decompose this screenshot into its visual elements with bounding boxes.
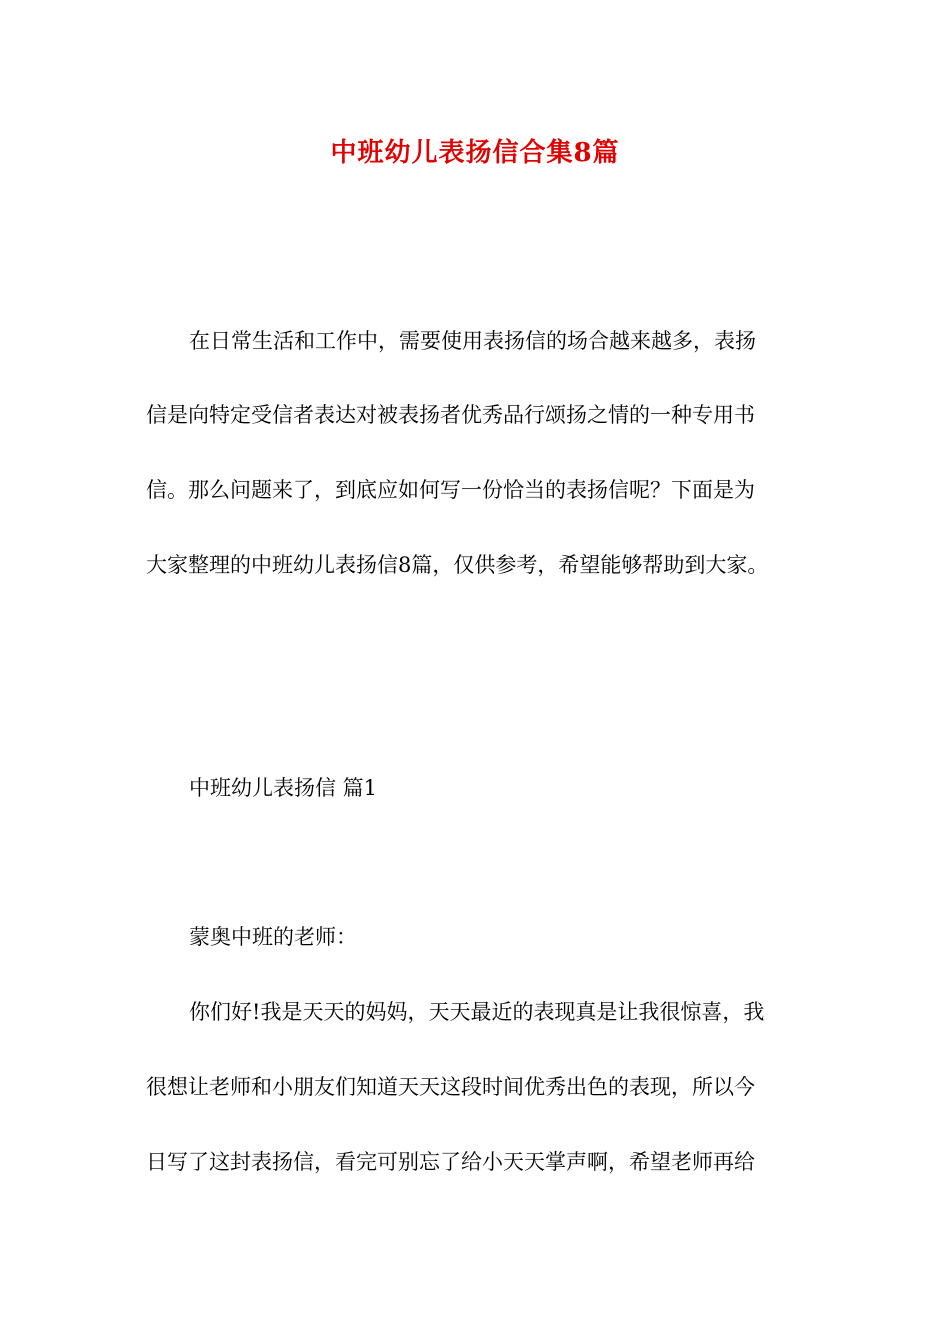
intro-line-4: 大家整理的中班幼儿表扬信8篇，仅供参考，希望能够帮助到大家。 [146,553,769,577]
intro-line-3: 信。那么问题来了，到底应如何写一份恰当的表扬信呢？下面是为 [146,478,755,502]
body-line-3: 日写了这封表扬信，看完可别忘了给小天天掌声啊，希望老师再给 [146,1150,755,1174]
salutation: 蒙奥中班的老师： [189,925,357,949]
section-heading: 中班幼儿表扬信 篇1 [189,776,378,800]
intro-line-1: 在日常生活和工作中，需要使用表扬信的场合越来越多，表扬 [189,329,756,353]
document-title: 中班幼儿表扬信合集8篇 [330,138,620,168]
body-line-1: 你们好!我是天天的妈妈，天天最近的表现真是让我很惊喜，我 [189,1000,765,1024]
intro-line-2: 信是向特定受信者表达对被表扬者优秀品行颂扬之情的一种专用书 [146,403,755,427]
body-line-2: 很想让老师和小朋友们知道天天这段时间优秀出色的表现，所以今 [146,1075,755,1099]
